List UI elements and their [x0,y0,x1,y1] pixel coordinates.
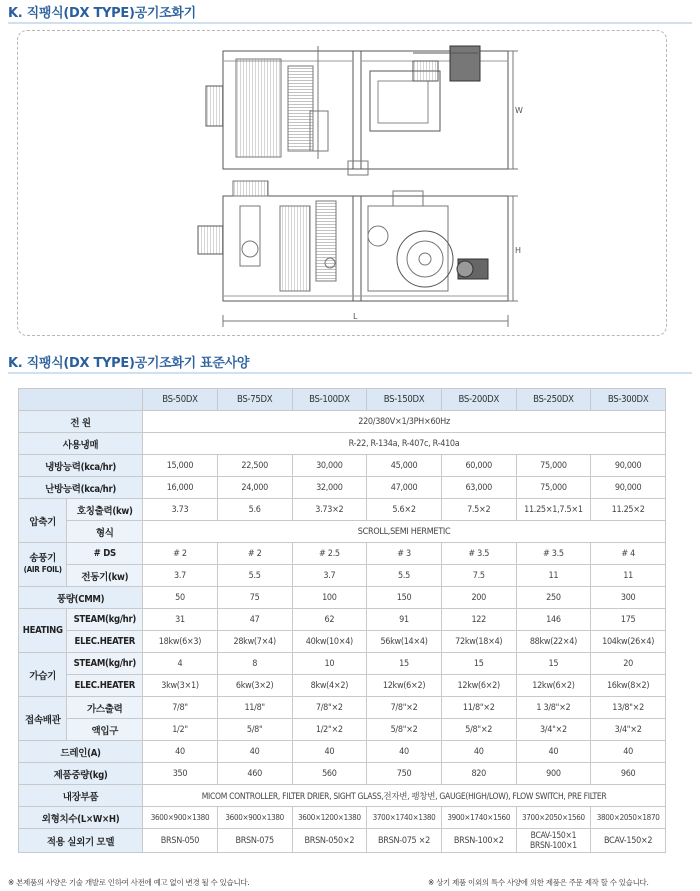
cell: BRSN-075 ×2 [367,829,442,853]
cell: 40 [591,741,666,763]
cell: 150 [367,587,442,609]
cell: 3800×2050×1870 [591,807,666,829]
cell: 88kw(22×4) [516,631,591,653]
cell: 40 [217,741,292,763]
cell: 3.73×2 [292,499,367,521]
model-header: BS-75DX [217,389,292,411]
table-row [19,719,666,741]
cell: 200 [441,587,516,609]
cell: 5/8"×2 [441,719,516,741]
cell: 12kw(6×2) [441,675,516,697]
cell: 90,000 [591,477,666,499]
table-row [19,631,666,653]
cell: 4 [143,653,218,675]
cell: 11 [591,565,666,587]
cell: 7.5 [441,565,516,587]
cell: 5.6 [217,499,292,521]
cell: 20 [591,653,666,675]
cell: 3kw(3×1) [143,675,218,697]
cell: 750 [367,763,442,785]
cell: 30,000 [292,455,367,477]
group-label: 가습기 [19,653,67,697]
row-label: 호칭출력(kw) [67,499,143,521]
group-label [19,543,67,587]
cell: 75,000 [516,455,591,477]
row-value: 220/380V×1/3PH×60Hz [143,411,666,433]
cell: 350 [143,763,218,785]
title-divider [8,372,692,374]
cell: 1 3/8"×2 [516,697,591,719]
cell: 5.6×2 [367,499,442,521]
cell: 1/2"×2 [292,719,367,741]
table-row [19,521,666,543]
cell: 8kw(4×2) [292,675,367,697]
table-row [19,477,666,499]
cell: 900 [516,763,591,785]
table-row [19,455,666,477]
cell: 7/8"×2 [292,697,367,719]
row-label: 전동기(kw) [67,565,143,587]
spec-section-title: K. 직팽식(DX TYPE)공기조화기 표준사양 [8,356,250,371]
row-label: 외형치수(L×W×H) [19,807,143,829]
table-row [19,675,666,697]
row-label: 액입구 [67,719,143,741]
cell: 11 [516,565,591,587]
cell: 24,000 [217,477,292,499]
cell: 28kw(7×4) [217,631,292,653]
table-row [19,829,666,853]
cell: 104kw(26×4) [591,631,666,653]
cell: 22,500 [217,455,292,477]
cell: 122 [441,609,516,631]
model-header: BS-300DX [591,389,666,411]
row-label: 내장부품 [19,785,143,807]
table-header-row [19,389,666,411]
cell: 3/4"×2 [516,719,591,741]
cell: 18kw(6×3) [143,631,218,653]
table-row [19,807,666,829]
cell: 5.5 [217,565,292,587]
table-row [19,433,666,455]
cell: 63,000 [441,477,516,499]
cell: 47,000 [367,477,442,499]
cell: 40 [367,741,442,763]
drawing-section-title: K. 직팽식(DX TYPE)공기조화기 [8,6,196,21]
row-label: 풍량(CMM) [19,587,143,609]
group-label: 접속배관 [19,697,67,741]
cell: 11/8" [217,697,292,719]
row-label: 드레인(A) [19,741,143,763]
cell: 820 [441,763,516,785]
row-label: ELEC.HEATER [67,631,143,653]
cell: 72kw(18×4) [441,631,516,653]
cell: 11/8"×2 [441,697,516,719]
cell: 3700×2050×1560 [516,807,591,829]
cell: 5.5 [367,565,442,587]
cell: BRSN-050×2 [292,829,367,853]
cell: 3.7 [292,565,367,587]
cell: 60,000 [441,455,516,477]
table-row [19,741,666,763]
cell: 5/8" [217,719,292,741]
table-row [19,697,666,719]
cell: 100 [292,587,367,609]
cell: 31 [143,609,218,631]
cell: 3/4"×2 [591,719,666,741]
cell: 3600×1200×1380 [292,807,367,829]
table-row [19,587,666,609]
cell: 146 [516,609,591,631]
cell: 960 [591,763,666,785]
cell: 250 [516,587,591,609]
cell: # 3.5 [441,543,516,565]
cell: 15 [367,653,442,675]
cell: 560 [292,763,367,785]
front-view [198,181,518,327]
cell: 40kw(10×4) [292,631,367,653]
cell: 75,000 [516,477,591,499]
footnote-left: ※ 본제품의 사양은 기술 개발로 인하여 사전에 예고 없이 변경 될 수 있습니다. [8,878,250,887]
table-row [19,565,666,587]
cell: 5/8"×2 [367,719,442,741]
cell: 16kw(8×2) [591,675,666,697]
row-value: R-22, R-134a, R-407c, R-410a [143,433,666,455]
cell: 8 [217,653,292,675]
cell: 40 [292,741,367,763]
row-label: ELEC.HEATER [67,675,143,697]
corner-cell [19,389,143,411]
cell: 1/2" [143,719,218,741]
cell: # 4 [591,543,666,565]
cell: 56kw(14×4) [367,631,442,653]
cell: # 2 [217,543,292,565]
model-header: BS-250DX [516,389,591,411]
row-label: STEAM(kg/hr) [67,653,143,675]
cell: 3.7 [143,565,218,587]
row-label: 형식 [67,521,143,543]
spec-table [18,388,666,853]
cell: 12kw(6×2) [367,675,442,697]
cell: 3600×900×1380 [143,807,218,829]
cell: 3900×1740×1560 [441,807,516,829]
cell: 62 [292,609,367,631]
cell: # 3 [367,543,442,565]
row-label: 사용냉매 [19,433,143,455]
technical-drawing [17,30,667,336]
cell: 91 [367,609,442,631]
cell: 75 [217,587,292,609]
cell: 6kw(3×2) [217,675,292,697]
cell: # 3.5 [516,543,591,565]
row-label: 난방능력(kca/hr) [19,477,143,499]
cell: BCAV-150×1 BRSN-100×1 [516,829,591,853]
table-row [19,543,666,565]
cell: 16,000 [143,477,218,499]
cell: 45,000 [367,455,442,477]
cell: 11.25×2 [591,499,666,521]
row-label: 제품중량(kg) [19,763,143,785]
group-label: 압축기 [19,499,67,543]
cell: 40 [143,741,218,763]
cell: 40 [516,741,591,763]
cell: 40 [441,741,516,763]
row-label: # DS [67,543,143,565]
cell: 10 [292,653,367,675]
group-label: HEATING [19,609,67,653]
row-label: STEAM(kg/hr) [67,609,143,631]
cell: 7/8"×2 [367,697,442,719]
cell: 32,000 [292,477,367,499]
cell: 11.25×1,7.5×1 [516,499,591,521]
cell: # 2 [143,543,218,565]
cell: 15 [516,653,591,675]
model-header: BS-150DX [367,389,442,411]
ahu-drawing-svg [18,31,667,336]
model-header: BS-200DX [441,389,516,411]
cell: 15 [441,653,516,675]
model-header: BS-100DX [292,389,367,411]
cell: 3.73 [143,499,218,521]
group-label-sub: (AIR FOIL) [23,564,62,574]
dim-label-length: L [353,312,358,321]
table-row [19,411,666,433]
model-header: BS-50DX [143,389,218,411]
footnote-right: ※ 상기 제품 이외의 특수 사양에 의한 제품은 주문 제작 할 수 있습니다. [428,878,649,887]
cell: 7/8" [143,697,218,719]
cell: 90,000 [591,455,666,477]
cell: 13/8"×2 [591,697,666,719]
cell: BRSN-050 [143,829,218,853]
dim-label-height: H [515,246,522,255]
table-row [19,653,666,675]
cell: 3600×900×1380 [217,807,292,829]
cell: # 2.5 [292,543,367,565]
top-view [206,46,518,175]
dim-label-width: W [515,106,523,115]
table-row [19,763,666,785]
table-row [19,499,666,521]
cell: 12kw(6×2) [516,675,591,697]
group-label-main: 송풍기 [29,553,57,565]
row-value: SCROLL,SEMI HERMETIC [143,521,666,543]
cell: BCAV-150×2 [591,829,666,853]
cell: 300 [591,587,666,609]
cell: 175 [591,609,666,631]
cell: 15,000 [143,455,218,477]
cell: 7.5×2 [441,499,516,521]
row-label: 적용 실외기 모델 [19,829,143,853]
cell: 460 [217,763,292,785]
row-label: 전 원 [19,411,143,433]
table-row [19,785,666,807]
cell: BRSN-100×2 [441,829,516,853]
cell: 3700×1740×1380 [367,807,442,829]
row-value: MICOM CONTROLLER, FILTER DRIER, SIGHT GLASS,전자변, 팽창변, GAUGE(HIGH/LOW), FLOW SWITCH, PRE FILTER [143,785,666,807]
cell: 47 [217,609,292,631]
title-divider [8,22,692,24]
row-label: 가스출력 [67,697,143,719]
cell: BRSN-075 [217,829,292,853]
table-row [19,609,666,631]
cell: 50 [143,587,218,609]
row-label: 냉방능력(kca/hr) [19,455,143,477]
